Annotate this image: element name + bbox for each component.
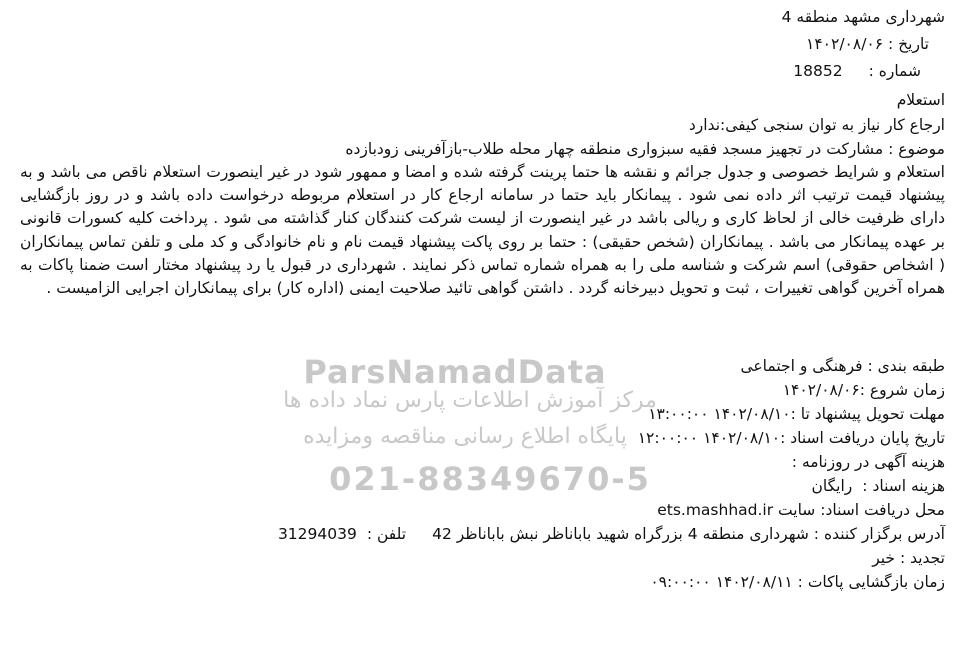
watermark-line-2: پایگاه اطلاع رسانی مناقصه ومزایده [303,424,627,449]
document-cost-value: رایگان [811,477,853,495]
receive-place-label: محل دریافت اسناد: سایت [778,501,945,519]
renewal-line: تجدید : خیر [872,549,945,567]
receive-place-line [657,499,945,521]
notice-date: تاریخ : ۱۴۰۲/۰۸/۰۶ [806,35,929,53]
notice-title: استعلام [896,91,945,109]
document-cost-line [812,475,945,497]
notice-number-label: شماره : [868,62,921,80]
phone-value: 31294039 [277,525,357,543]
opening-time-line: زمان بازگشایی پاکات : ۱۴۰۲/۰۸/۱۱ ۰۹:۰۰:۰۰ [650,573,945,591]
phone-label: تلفن : [366,525,407,543]
organization-name: شهرداری مشهد منطقه 4 [781,8,945,26]
address-line [278,523,945,545]
watermark-brand: ParsNamadData [303,353,607,391]
newspaper-cost-line: هزینه آگهی در روزنامه : [791,453,945,471]
notice-number [793,60,921,82]
quality-assessment-line: ارجاع کار نیاز به توان سنجی کیفی:ندارد [688,116,945,134]
receive-place-site: ets.mashhad.ir [657,501,774,519]
watermark-phone: 021-88349670-5 [329,460,651,498]
category-line: طبقه بندی : فرهنگی و اجتماعی [740,357,945,375]
start-time-line: زمان شروع :۱۴۰۲/۰۸/۰۶ [782,381,945,399]
document-cost-label: هزینه اسناد : [862,477,945,495]
submission-deadline-line: مهلت تحویل پیشنهاد تا :۱۴۰۲/۰۸/۱۰ ۱۳:۰۰:۰۰ [648,405,945,423]
document-deadline-line: تاریخ پایان دریافت اسناد :۱۴۰۲/۰۸/۱۰ ۱۲:۰۰:۰۰ [637,429,945,447]
address-text: آدرس برگزار کننده : شهرداری منطقه 4 بزرگراه شهید باباناظر نبش باباناظر 42 [432,525,945,543]
subject-line: موضوع : مشارکت در تجهیز مسجد فقیه سبزواری منطقه چهار محله طلاب-بازآفرینی زودبازده [345,140,945,158]
conditions-paragraph: استعلام و شرایط خصوصی و جدول جرائم و نقشه ها حتما پرینت گرفته شده و امضا و ممهور شود در غیر اینصورت استعلام ناقص می باشد و به پیشنهاد قیمت ترتیب اثر داده نمی شود . پیمانکار باید حتما در سامانه ارجاع کار در استعلام مربوطه درخواست داده باشد و در روز بازگشایی دارای ظرفیت خالی از لحاظ کاری و ریالی باشد در غیر اینصورت از لیست شرکت کنندگان کنار گذاشته می شود . پرداخت کلیه کسورات قانونی بر عهده پیمانکار می باشد . پیمانکاران (شخص حقیقی) : حتما بر روی پاکت پیشنهاد قیمت نام و نام خانوادگی و کد ملی و تلفن تماس پیمانکاران ( اشخاص حقوقی) اسم شرکت و شناسه ملی را به همراه شماره تماس ذکر نمایند . شهرداری در قبول یا رد پیشنهاد مختار است ضمنا پاکات به همراه آخرین گواهی تغییرات ، ثبت و تحویل دبیرخانه گردد . داشتن گواهی تائید صلاحیت ایمنی (اداره کار) برای پیمانکاران اجرایی الزامیست . [20,163,945,298]
notice-number-value: 18852 [793,62,843,80]
watermark-line-1: مرکز آموزش اطلاعات پارس نماد داده ها [283,388,657,413]
